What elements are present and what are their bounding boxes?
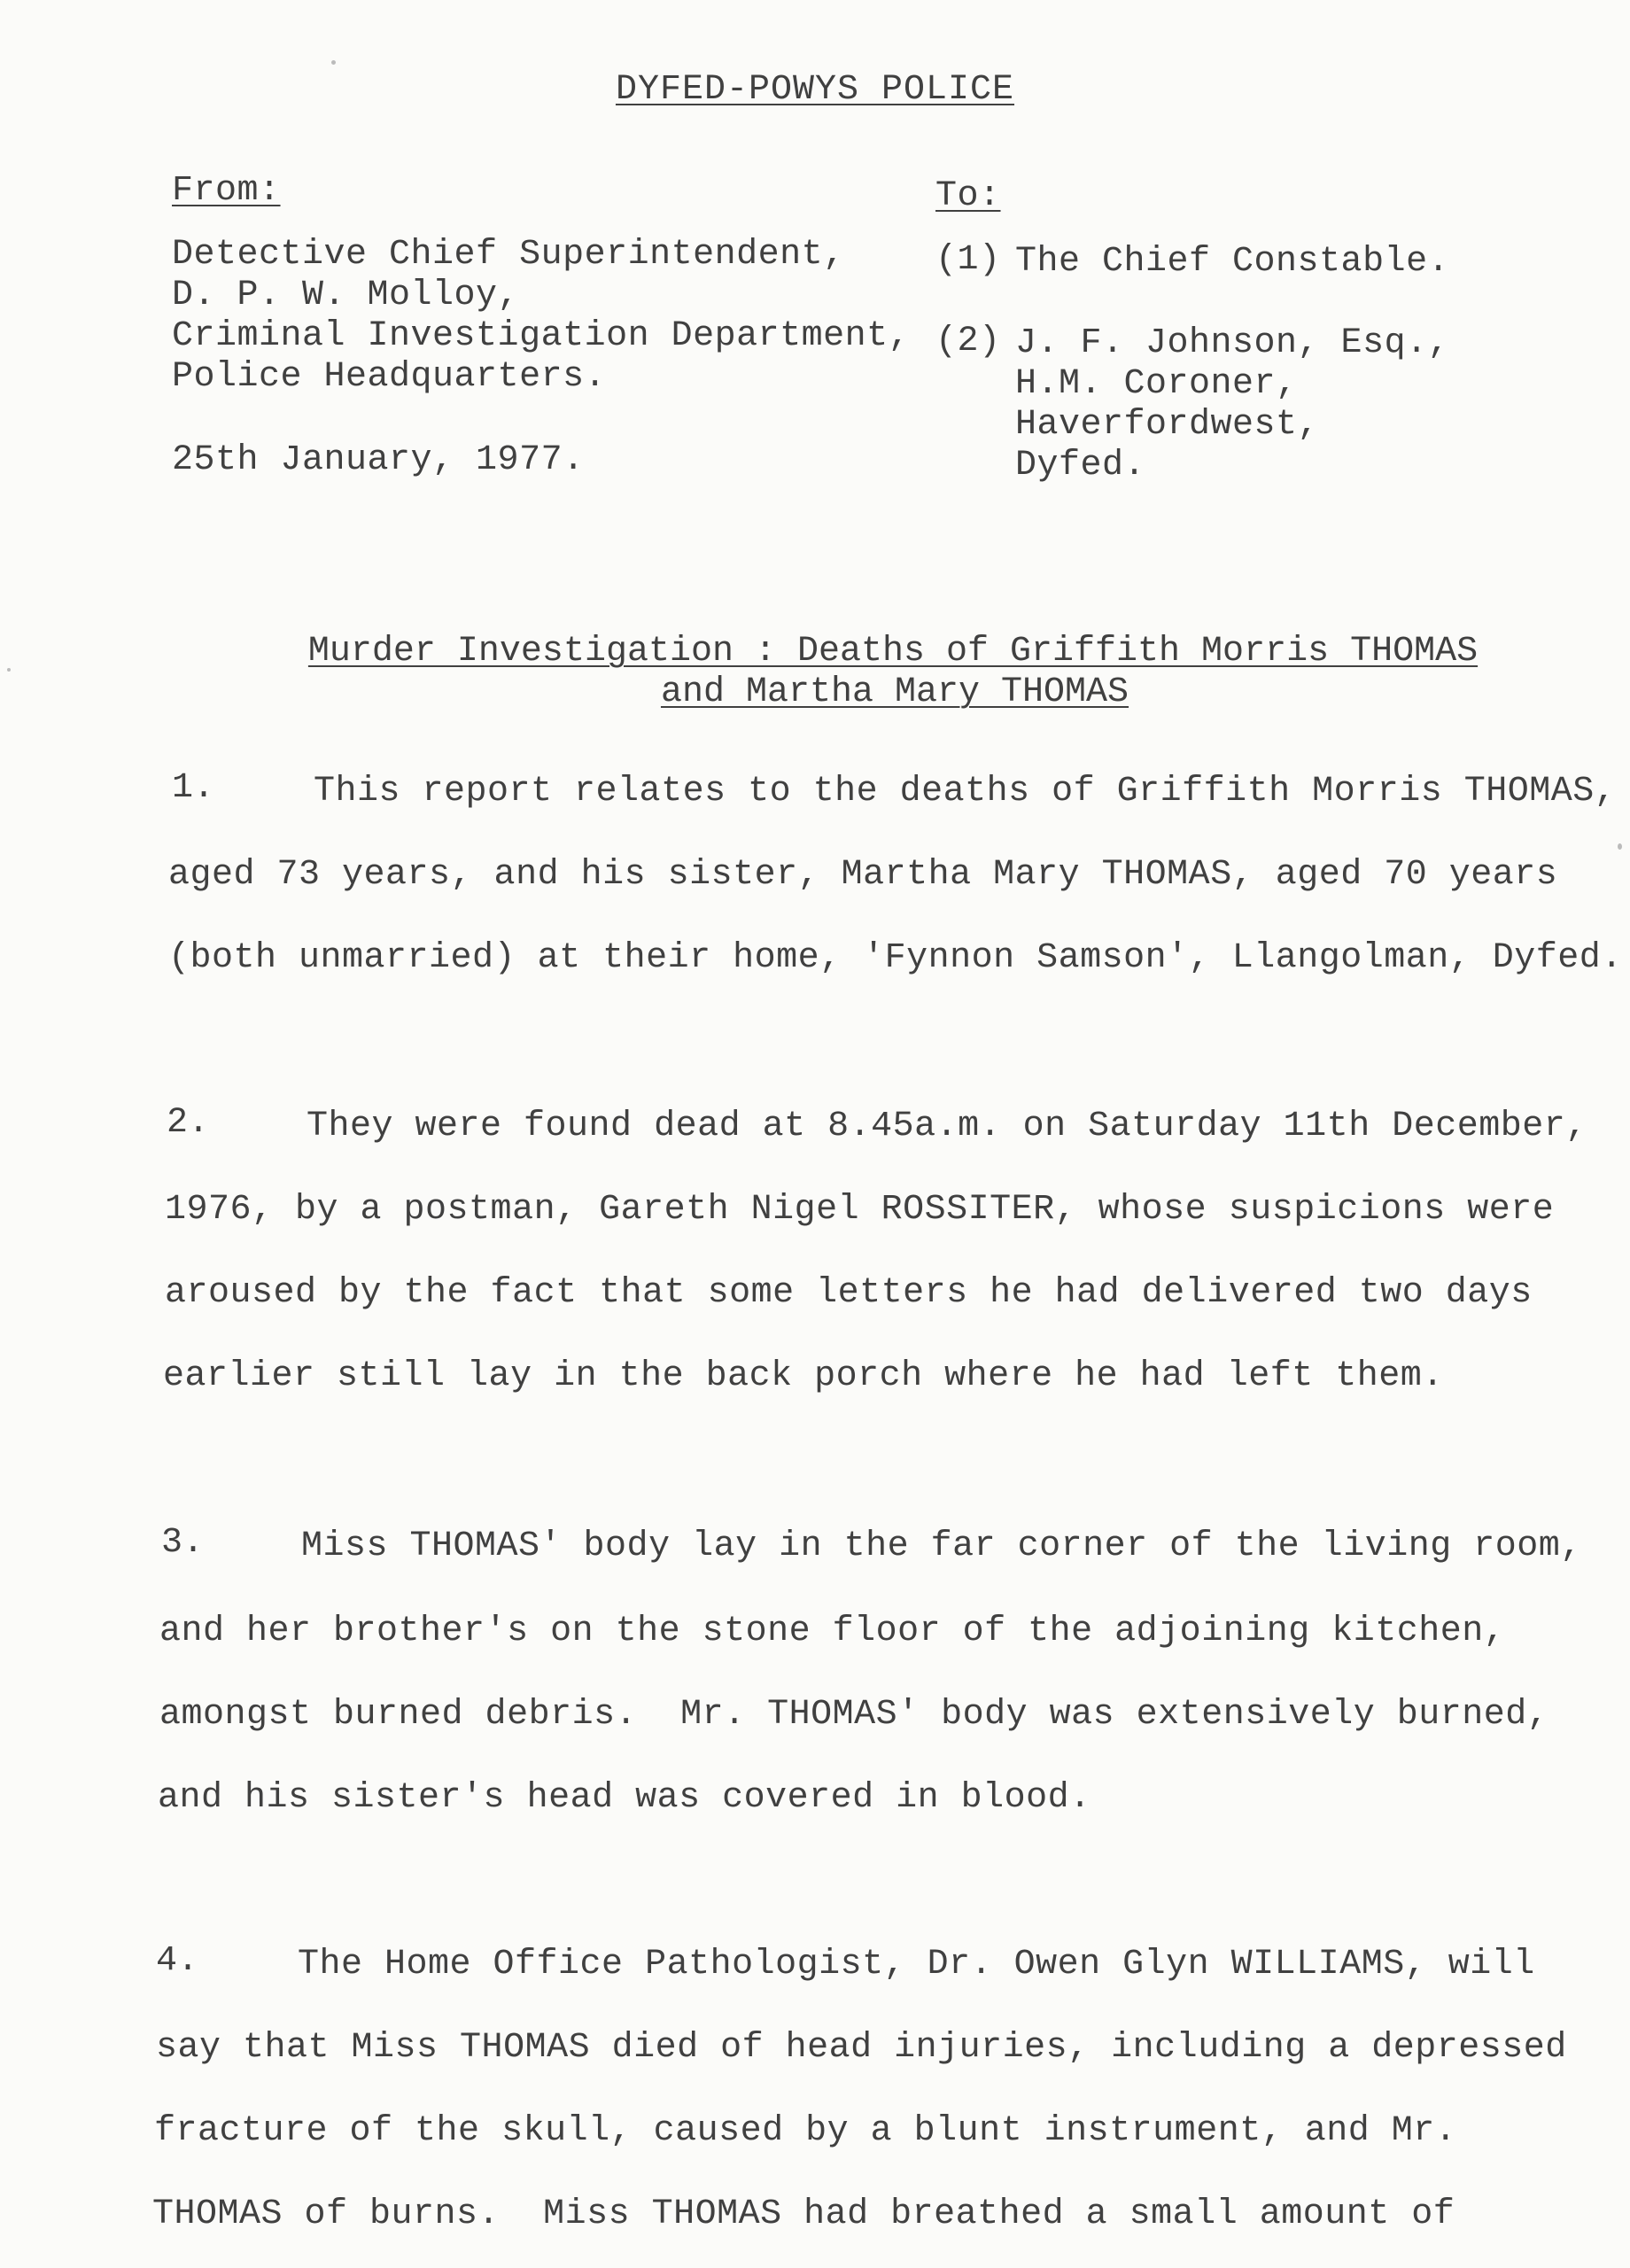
- paragraph-line: say that Miss THOMAS died of head injuries, including a depressed: [156, 2028, 1567, 2068]
- paragraph-line: amongst burned debris. Mr. THOMAS' body was extensively burned,: [159, 1695, 1549, 1735]
- paragraph-number: 3.: [161, 1523, 205, 1563]
- paragraph-line: This report relates to the deaths of Griffith Morris THOMAS,: [314, 772, 1617, 812]
- from-line: D. P. W. Molloy,: [172, 276, 520, 315]
- paragraph-line: 1976, by a postman, Gareth Nigel ROSSITER, whose suspicions were: [165, 1190, 1555, 1230]
- paragraph-number: 1.: [172, 768, 215, 808]
- report-title-line: and Martha Mary THOMAS: [660, 672, 1129, 712]
- agency-heading: DYFED-POWYS POLICE: [615, 70, 1015, 110]
- paragraph-line: aged 73 years, and his sister, Martha Mary THOMAS, aged 70 years: [168, 855, 1558, 895]
- recipient-coroner-line: Dyfed.: [1015, 446, 1146, 485]
- paragraph-line: fracture of the skull, caused by a blunt instrument, and Mr.: [154, 2111, 1457, 2151]
- recipient-coroner-line: J. F. Johnson, Esq.,: [1015, 323, 1450, 363]
- report-date: 25th January, 1977.: [172, 440, 585, 480]
- paragraph-number: 2.: [167, 1103, 210, 1143]
- scan-speck: [7, 668, 11, 672]
- recipient-chief-constable: The Chief Constable.: [1015, 242, 1450, 282]
- recipient-coroner-line: Haverfordwest,: [1015, 405, 1320, 445]
- recipient-coroner-line: H.M. Coroner,: [1015, 364, 1298, 404]
- paragraph-number: 4.: [156, 1941, 199, 1981]
- recipient-number: (1): [935, 240, 1001, 280]
- scan-speck: [1618, 843, 1622, 850]
- paragraph-line: The Home Office Pathologist, Dr. Owen Glyn WILLIAMS, will: [298, 1945, 1535, 1984]
- paragraph-line: Miss THOMAS' body lay in the far corner of the living room,: [301, 1526, 1582, 1566]
- report-title-line: Murder Investigation : Deaths of Griffith Morris THOMAS: [307, 632, 1479, 672]
- scan-speck: [331, 60, 336, 65]
- paragraph-line: They were found dead at 8.45a.m. on Saturday 11th December,: [307, 1107, 1587, 1146]
- from-label: From:: [172, 171, 281, 211]
- paragraph-line: earlier still lay in the back porch where he had left them.: [163, 1356, 1444, 1396]
- from-line: Police Headquarters.: [172, 357, 607, 397]
- paragraph-line: and his sister's head was covered in blood.: [158, 1778, 1091, 1818]
- paragraph-line: aroused by the fact that some letters he had delivered two days: [165, 1273, 1533, 1313]
- recipient-number: (2): [935, 322, 1001, 361]
- to-label: To:: [935, 176, 1001, 216]
- paragraph-line: (both unmarried) at their home, 'Fynnon Samson', Llangolman, Dyfed.: [168, 938, 1623, 978]
- paragraph-line: and her brother's on the stone floor of the adjoining kitchen,: [159, 1612, 1506, 1651]
- from-line: Detective Chief Superintendent,: [172, 235, 845, 275]
- from-line: Criminal Investigation Department,: [172, 316, 911, 356]
- paragraph-line: THOMAS of burns. Miss THOMAS had breathed a small amount of: [152, 2194, 1455, 2234]
